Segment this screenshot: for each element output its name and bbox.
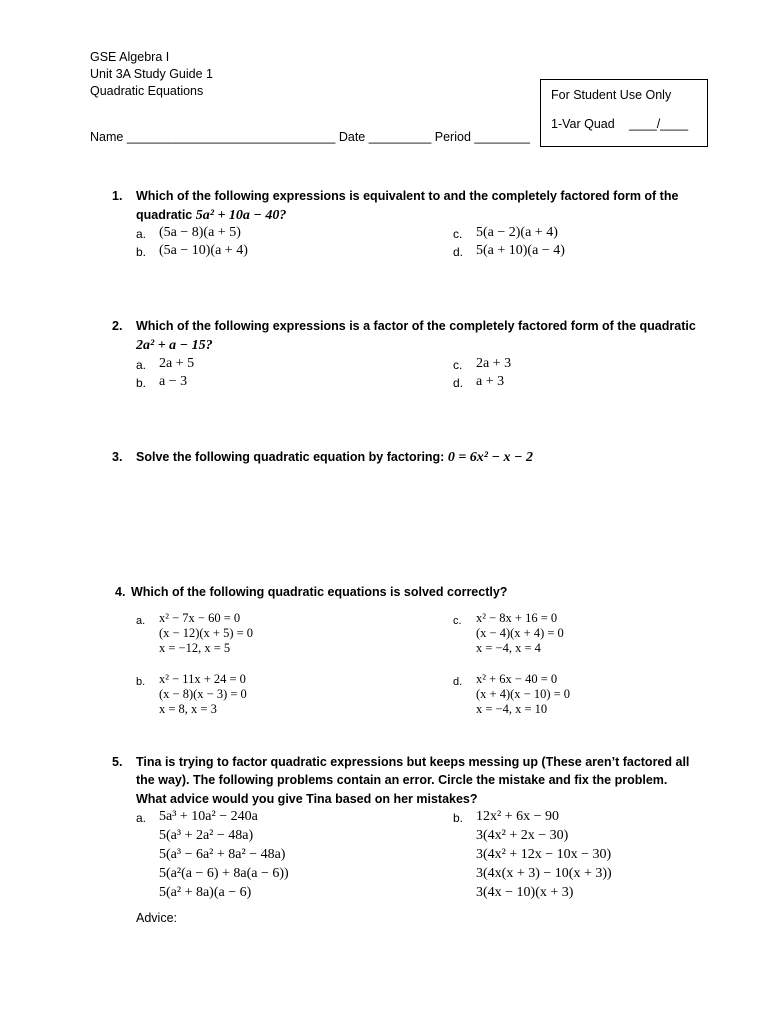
q4-choice-b-label: b. [136, 676, 146, 688]
q5-a-line-3: 5(a³ − 6a² + 8a² − 48a) [159, 847, 286, 862]
student-use-box [540, 79, 708, 147]
q1-text-line1: Which of the following expressions is equivalent to and the completely factored form of the [136, 189, 679, 203]
q5-part-b-label: b. [453, 811, 464, 825]
score-label: 1-Var Quad [551, 117, 615, 131]
q1-text-line2 [136, 207, 286, 224]
q1-choice-c-label: c. [453, 227, 463, 241]
q5-text-line3: What advice would you give Tina based on her mistakes? [136, 792, 478, 806]
q5-text-line2: the way). The following problems contain an error. Circle the mistake and fix the problem. [136, 773, 668, 787]
q5-b-line-4: 3(4x(x + 3) − 10(x + 3)) [476, 866, 612, 881]
q2-choice-d[interactable]: a + 3 [476, 374, 505, 389]
q4-c-line-3: x = −4, x = 4 [476, 641, 541, 655]
q2-expression: 2a² + a − 15? [136, 338, 213, 353]
q3-prompt: Solve the following quadratic equation by factoring: [136, 450, 448, 464]
q3-number: 3. [112, 450, 123, 464]
q4-text: Which of the following quadratic equations is solved correctly? [131, 585, 508, 599]
course-title: GSE Algebra I [90, 50, 170, 64]
q5-a-line-2: 5(a³ + 2a² − 48a) [159, 828, 254, 843]
q2-choice-d-label: d. [453, 376, 464, 390]
q1-choice-b[interactable]: (5a − 10)(a + 4) [159, 243, 248, 258]
q1-choice-a[interactable]: (5a − 8)(a + 5) [159, 225, 241, 240]
q4-choice-d[interactable] [476, 672, 570, 717]
q4-c-line-1: x² − 8x + 16 = 0 [476, 611, 558, 625]
q4-choice-a[interactable] [159, 611, 253, 656]
q1-choice-b-label: b. [136, 245, 147, 259]
q2-choice-b-label: b. [136, 376, 147, 390]
q4-number: 4. [115, 585, 126, 599]
score-blank[interactable]: ____/____ [629, 117, 689, 131]
q3-expression: 0 = 6x² − x − 2 [447, 450, 533, 465]
q1-expression: 5a² + 10a − 40? [195, 208, 287, 223]
name-date-period-line[interactable]: Name ______________________________ Date _________ Period ________ [90, 130, 530, 144]
q4-d-line-2: (x + 4)(x − 10) = 0 [476, 687, 571, 701]
q2-choice-a[interactable]: 2a + 5 [159, 356, 195, 371]
q1-number: 1. [112, 189, 123, 203]
topic-title: Quadratic Equations [90, 84, 204, 98]
q5-a-line-1: 5a³ + 10a² − 240a [159, 809, 258, 824]
q2-choice-a-label: a. [136, 358, 147, 372]
q2-text-line2 [136, 337, 213, 354]
q5-b-line-1: 12x² + 6x − 90 [476, 809, 559, 824]
student-box-title: For Student Use Only [551, 88, 672, 102]
q5-b-line-3: 3(4x² + 12x − 10x − 30) [476, 847, 612, 862]
q4-choice-a-label: a. [136, 615, 146, 627]
q2-text-line1: Which of the following expressions is a factor of the completely factored form of the quadratic [136, 319, 696, 333]
q5-a-line-5: 5(a² + 8a)(a − 6) [159, 885, 252, 900]
q5-b-line-5: 3(4x − 10)(x + 3) [476, 885, 574, 900]
q1-choice-a-label: a. [136, 227, 147, 241]
q4-b-line-3: x = 8, x = 3 [159, 702, 217, 716]
q4-b-line-2: (x − 8)(x − 3) = 0 [159, 687, 247, 701]
q2-choice-c-label: c. [453, 358, 463, 372]
q1-choice-c[interactable]: 5(a − 2)(a + 4) [476, 225, 558, 240]
q2-choice-b[interactable]: a − 3 [159, 374, 188, 389]
q4-choice-d-label: d. [453, 676, 463, 688]
advice-label: Advice: [136, 911, 177, 925]
q3-text [136, 449, 533, 466]
q5-a-line-4: 5(a²(a − 6) + 8a(a − 6)) [159, 866, 289, 881]
q4-c-line-2: (x − 4)(x + 4) = 0 [476, 626, 564, 640]
q4-a-line-2: (x − 12)(x + 5) = 0 [159, 626, 254, 640]
q1-choice-d-label: d. [453, 245, 464, 259]
q2-choice-c[interactable]: 2a + 3 [476, 356, 512, 371]
q5-b-line-2: 3(4x² + 2x − 30) [476, 828, 569, 843]
q4-choice-c[interactable] [476, 611, 564, 656]
q5-part-a-label: a. [136, 811, 147, 825]
q5-text-line1: Tina is trying to factor quadratic expressions but keeps messing up (These aren’t factored all [136, 755, 690, 769]
q5-part-b[interactable] [476, 807, 612, 902]
q4-choice-b[interactable] [159, 672, 247, 717]
q5-number: 5. [112, 755, 123, 769]
q4-a-line-3: x = −12, x = 5 [159, 641, 231, 655]
q1-prefix: quadratic [136, 208, 196, 222]
q4-d-line-3: x = −4, x = 10 [476, 702, 548, 716]
q4-b-line-1: x² − 11x + 24 = 0 [159, 672, 246, 686]
q4-choice-c-label: c. [453, 615, 462, 627]
q5-part-a[interactable] [159, 807, 289, 902]
q1-choice-d[interactable]: 5(a + 10)(a − 4) [476, 243, 565, 258]
q4-a-line-1: x² − 7x − 60 = 0 [159, 611, 241, 625]
q4-d-line-1: x² + 6x − 40 = 0 [476, 672, 558, 686]
q2-number: 2. [112, 319, 123, 333]
unit-title: Unit 3A Study Guide 1 [90, 67, 213, 81]
